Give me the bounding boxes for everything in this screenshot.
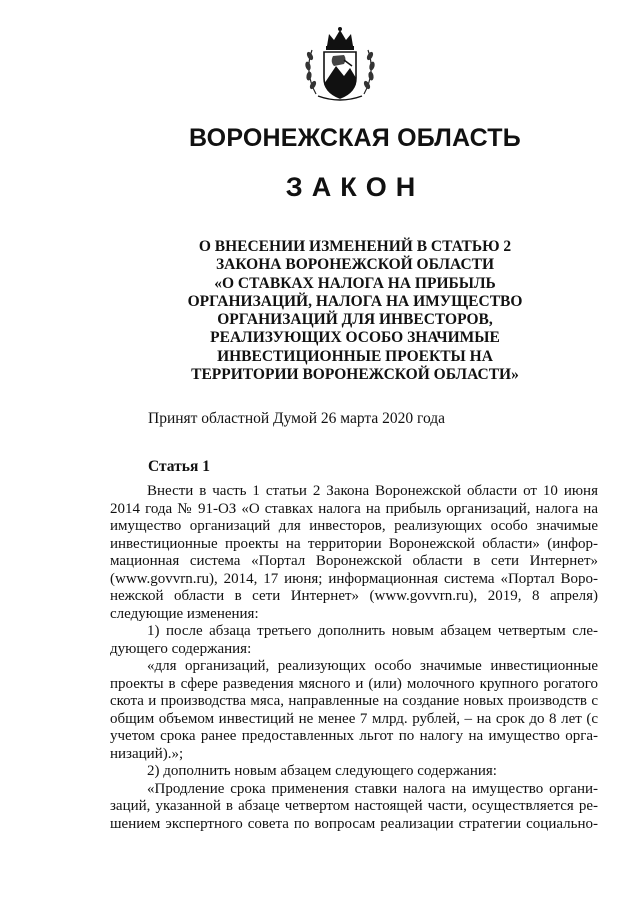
body-line: (www.govvrn.ru), 2014, 17 июня; информационная система «Портал Воро-	[110, 570, 598, 587]
region-name: ВОРОНЕЖСКАЯ ОБЛАСТЬ	[189, 124, 521, 152]
law-title-line: ТЕРРИТОРИИ ВОРОНЕЖСКОЙ ОБЛАСТИ»	[191, 366, 519, 384]
body-line: следующие изменения:	[110, 605, 259, 622]
body-line: скота и производства мяса, направленные на создание новых производств с	[110, 693, 598, 709]
article-heading: Статья 1	[148, 458, 210, 475]
law-title-line: РЕАЛИЗУЮЩИХ ОСОБО ЗНАЧИМЫЕ	[210, 329, 500, 347]
body-line: дующего содержания:	[110, 640, 252, 657]
body-line: инвестиционные проекты на территории Воронежской области» (инфор-	[110, 535, 598, 552]
body-line: Внести в часть 1 статьи 2 Закона Воронежской области от 10 июня	[147, 483, 598, 499]
body-line: мационная система «Портал Воронежской области в сети Интернет»	[110, 553, 598, 569]
body-line: проекты в сфере разведения мясного и (или) молочного крупного рогатого	[110, 675, 598, 692]
body-line: «Продление срока применения ставки налога на имущество органи-	[147, 780, 598, 797]
body-line: заций, указанной в абзаце четвертом настоящей части, осуществляется ре-	[110, 798, 598, 814]
coat-of-arms-emblem	[300, 22, 380, 104]
law-title-line: ОРГАНИЗАЦИЙ, НАЛОГА НА ИМУЩЕСТВО	[187, 292, 523, 310]
body-line: имущество организаций для инвесторов, реализующих особо значимые	[110, 518, 598, 534]
body-line: нежской области в сети Интернет» (www.govvrn.ru), 2019, 8 апреля)	[110, 588, 598, 604]
law-title-line: ЗАКОНА ВОРОНЕЖСКОЙ ОБЛАСТИ	[215, 256, 495, 274]
adoption-line: Принят областной Думой 26 марта 2020 года	[148, 410, 446, 427]
body-line: 2014 года № 91-ОЗ «О ставках налога на прибыль организаций, налога на	[110, 500, 598, 517]
body-line: шением экспертного совета по вопросам реализации стратегии социально-	[110, 815, 598, 832]
law-title-line: ОРГАНИЗАЦИЙ ДЛЯ ИНВЕСТОРОВ,	[217, 311, 493, 329]
document-type: ЗАКОН	[285, 172, 425, 202]
body-line: «для организаций, реализующих особо значимые инвестиционные	[147, 658, 598, 674]
law-title-line: ИНВЕСТИЦИОННЫЕ ПРОЕКТЫ НА	[217, 347, 493, 365]
body-line: низаций).»;	[110, 745, 184, 762]
article-body	[110, 483, 598, 833]
law-title-line: О ВНЕСЕНИИ ИЗМЕНЕНИЙ В СТАТЬЮ 2	[198, 238, 512, 255]
body-line: общим объемом инвестиций не менее 7 млрд. рублей, – на срок до 8 лет (с	[110, 710, 598, 727]
law-title-line: «О СТАВКАХ НАЛОГА НА ПРИБЫЛЬ	[214, 274, 496, 292]
body-line: учетом срока ранее предоставленных льгот по налогу на имущество орга-	[110, 728, 598, 744]
body-line: 2) дополнить новым абзацем следующего содержания:	[147, 763, 497, 779]
body-line: 1) после абзаца третьего дополнить новым абзацем четвертым сле-	[147, 623, 598, 639]
law-title	[170, 238, 540, 384]
